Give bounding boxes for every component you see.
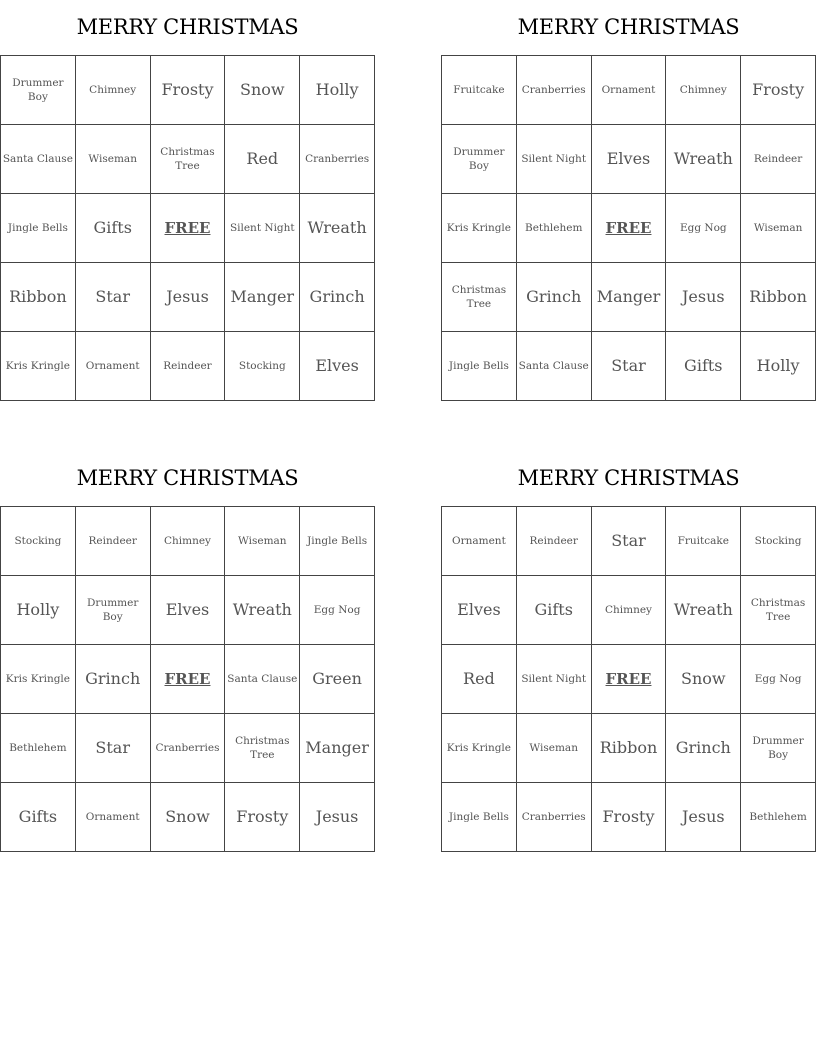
grid-cell: Santa Clause: [1, 125, 76, 194]
grid-cell: Red: [442, 645, 517, 714]
grid-cell: Snow: [666, 645, 741, 714]
grid-cell: Grinch: [666, 714, 741, 783]
grid-cell: Egg Nog: [741, 645, 816, 714]
grid-row: [442, 507, 816, 576]
grid-cell: Santa Clause: [516, 332, 591, 401]
grid-row: [442, 332, 816, 401]
grid-cell: Holly: [741, 332, 816, 401]
bingo-grid: [441, 55, 816, 401]
grid-cell: Reindeer: [75, 507, 150, 576]
grid-row: [442, 645, 816, 714]
free-space: FREE: [150, 645, 225, 714]
grid-cell: Gifts: [1, 783, 76, 852]
grid-cell: Frosty: [591, 783, 666, 852]
grid-cell: Grinch: [75, 645, 150, 714]
grid-cell: Wreath: [225, 576, 300, 645]
grid-cell: Gifts: [666, 332, 741, 401]
grid-cell: Frosty: [150, 56, 225, 125]
grid-cell: Bethlehem: [516, 194, 591, 263]
grid-cell: Drummer Boy: [1, 56, 76, 125]
grid-row: [1, 332, 375, 401]
grid-cell: Drummer Boy: [442, 125, 517, 194]
grid-cell: Reindeer: [150, 332, 225, 401]
grid-cell: Holly: [1, 576, 76, 645]
bingo-grid: [0, 55, 375, 401]
card-title: MERRY CHRISTMAS: [517, 15, 740, 39]
grid-row: [1, 645, 375, 714]
grid-cell: Cranberries: [150, 714, 225, 783]
grid-cell: Star: [591, 332, 666, 401]
grid-cell: Jesus: [300, 783, 375, 852]
grid-cell: Snow: [150, 783, 225, 852]
grid-cell: Silent Night: [516, 645, 591, 714]
grid-cell: Jesus: [666, 263, 741, 332]
free-space: FREE: [591, 645, 666, 714]
grid-row: [1, 576, 375, 645]
grid-cell: Christmas Tree: [741, 576, 816, 645]
grid-cell: Fruitcake: [666, 507, 741, 576]
grid-cell: Chimney: [666, 56, 741, 125]
grid-cell: Elves: [150, 576, 225, 645]
grid-cell: Star: [591, 507, 666, 576]
grid-cell: Cranberries: [516, 783, 591, 852]
grid-cell: Jingle Bells: [442, 332, 517, 401]
grid-cell: Wreath: [666, 576, 741, 645]
bingo-grid: [441, 506, 816, 852]
grid-row: [1, 125, 375, 194]
grid-cell: Reindeer: [741, 125, 816, 194]
free-space: FREE: [591, 194, 666, 263]
grid-row: [1, 263, 375, 332]
grid-cell: Christmas Tree: [150, 125, 225, 194]
grid-cell: Manger: [591, 263, 666, 332]
grid-cell: Cranberries: [300, 125, 375, 194]
grid-cell: Ribbon: [591, 714, 666, 783]
grid-cell: Drummer Boy: [75, 576, 150, 645]
grid-cell: Manger: [225, 263, 300, 332]
grid-cell: Chimney: [75, 56, 150, 125]
grid-cell: Stocking: [1, 507, 76, 576]
grid-cell: Snow: [225, 56, 300, 125]
grid-cell: Ornament: [442, 507, 517, 576]
grid-row: [1, 507, 375, 576]
grid-cell: Manger: [300, 714, 375, 783]
grid-cell: Jingle Bells: [442, 783, 517, 852]
grid-cell: Silent Night: [225, 194, 300, 263]
grid-cell: Stocking: [741, 507, 816, 576]
grid-cell: Silent Night: [516, 125, 591, 194]
card-title: MERRY CHRISTMAS: [76, 466, 299, 490]
grid-cell: Elves: [442, 576, 517, 645]
free-space: FREE: [150, 194, 225, 263]
grid-cell: Gifts: [516, 576, 591, 645]
grid-row: [442, 194, 816, 263]
grid-row: [1, 783, 375, 852]
bingo-card: [0, 0, 375, 401]
grid-row: [1, 714, 375, 783]
grid-cell: Ornament: [75, 783, 150, 852]
grid-cell: Kris Kringle: [1, 645, 76, 714]
grid-row: [442, 714, 816, 783]
grid-row: [442, 125, 816, 194]
bingo-card: [441, 0, 816, 401]
grid-cell: Jingle Bells: [1, 194, 76, 263]
grid-cell: Jingle Bells: [300, 507, 375, 576]
grid-row: [442, 56, 816, 125]
grid-cell: Elves: [591, 125, 666, 194]
grid-cell: Ribbon: [1, 263, 76, 332]
grid-row: [442, 783, 816, 852]
grid-cell: Cranberries: [516, 56, 591, 125]
grid-cell: Egg Nog: [300, 576, 375, 645]
grid-cell: Green: [300, 645, 375, 714]
grid-cell: Egg Nog: [666, 194, 741, 263]
grid-cell: Wiseman: [516, 714, 591, 783]
grid-cell: Grinch: [516, 263, 591, 332]
grid-cell: Jesus: [150, 263, 225, 332]
bingo-grid: [0, 506, 375, 852]
grid-row: [442, 576, 816, 645]
grid-cell: Kris Kringle: [442, 714, 517, 783]
bingo-card: [441, 451, 816, 852]
grid-cell: Ornament: [591, 56, 666, 125]
grid-cell: Fruitcake: [442, 56, 517, 125]
grid-cell: Star: [75, 263, 150, 332]
grid-cell: Bethlehem: [741, 783, 816, 852]
grid-cell: Star: [75, 714, 150, 783]
grid-cell: Stocking: [225, 332, 300, 401]
card-title: MERRY CHRISTMAS: [517, 466, 740, 490]
grid-cell: Wiseman: [741, 194, 816, 263]
grid-cell: Frosty: [741, 56, 816, 125]
grid-cell: Gifts: [75, 194, 150, 263]
grid-cell: Elves: [300, 332, 375, 401]
grid-cell: Christmas Tree: [442, 263, 517, 332]
grid-row: [1, 56, 375, 125]
grid-cell: Kris Kringle: [1, 332, 76, 401]
grid-row: [442, 263, 816, 332]
grid-cell: Reindeer: [516, 507, 591, 576]
grid-cell: Grinch: [300, 263, 375, 332]
grid-cell: Bethlehem: [1, 714, 76, 783]
grid-cell: Holly: [300, 56, 375, 125]
card-title: MERRY CHRISTMAS: [76, 15, 299, 39]
grid-cell: Wiseman: [75, 125, 150, 194]
grid-cell: Wreath: [300, 194, 375, 263]
grid-cell: Frosty: [225, 783, 300, 852]
grid-row: [1, 194, 375, 263]
bingo-card: [0, 451, 375, 852]
grid-cell: Wiseman: [225, 507, 300, 576]
grid-cell: Ornament: [75, 332, 150, 401]
grid-cell: Chimney: [150, 507, 225, 576]
grid-cell: Santa Clause: [225, 645, 300, 714]
grid-cell: Christmas Tree: [225, 714, 300, 783]
grid-cell: Drummer Boy: [741, 714, 816, 783]
grid-cell: Wreath: [666, 125, 741, 194]
grid-cell: Chimney: [591, 576, 666, 645]
grid-cell: Ribbon: [741, 263, 816, 332]
grid-cell: Jesus: [666, 783, 741, 852]
grid-cell: Red: [225, 125, 300, 194]
grid-cell: Kris Kringle: [442, 194, 517, 263]
